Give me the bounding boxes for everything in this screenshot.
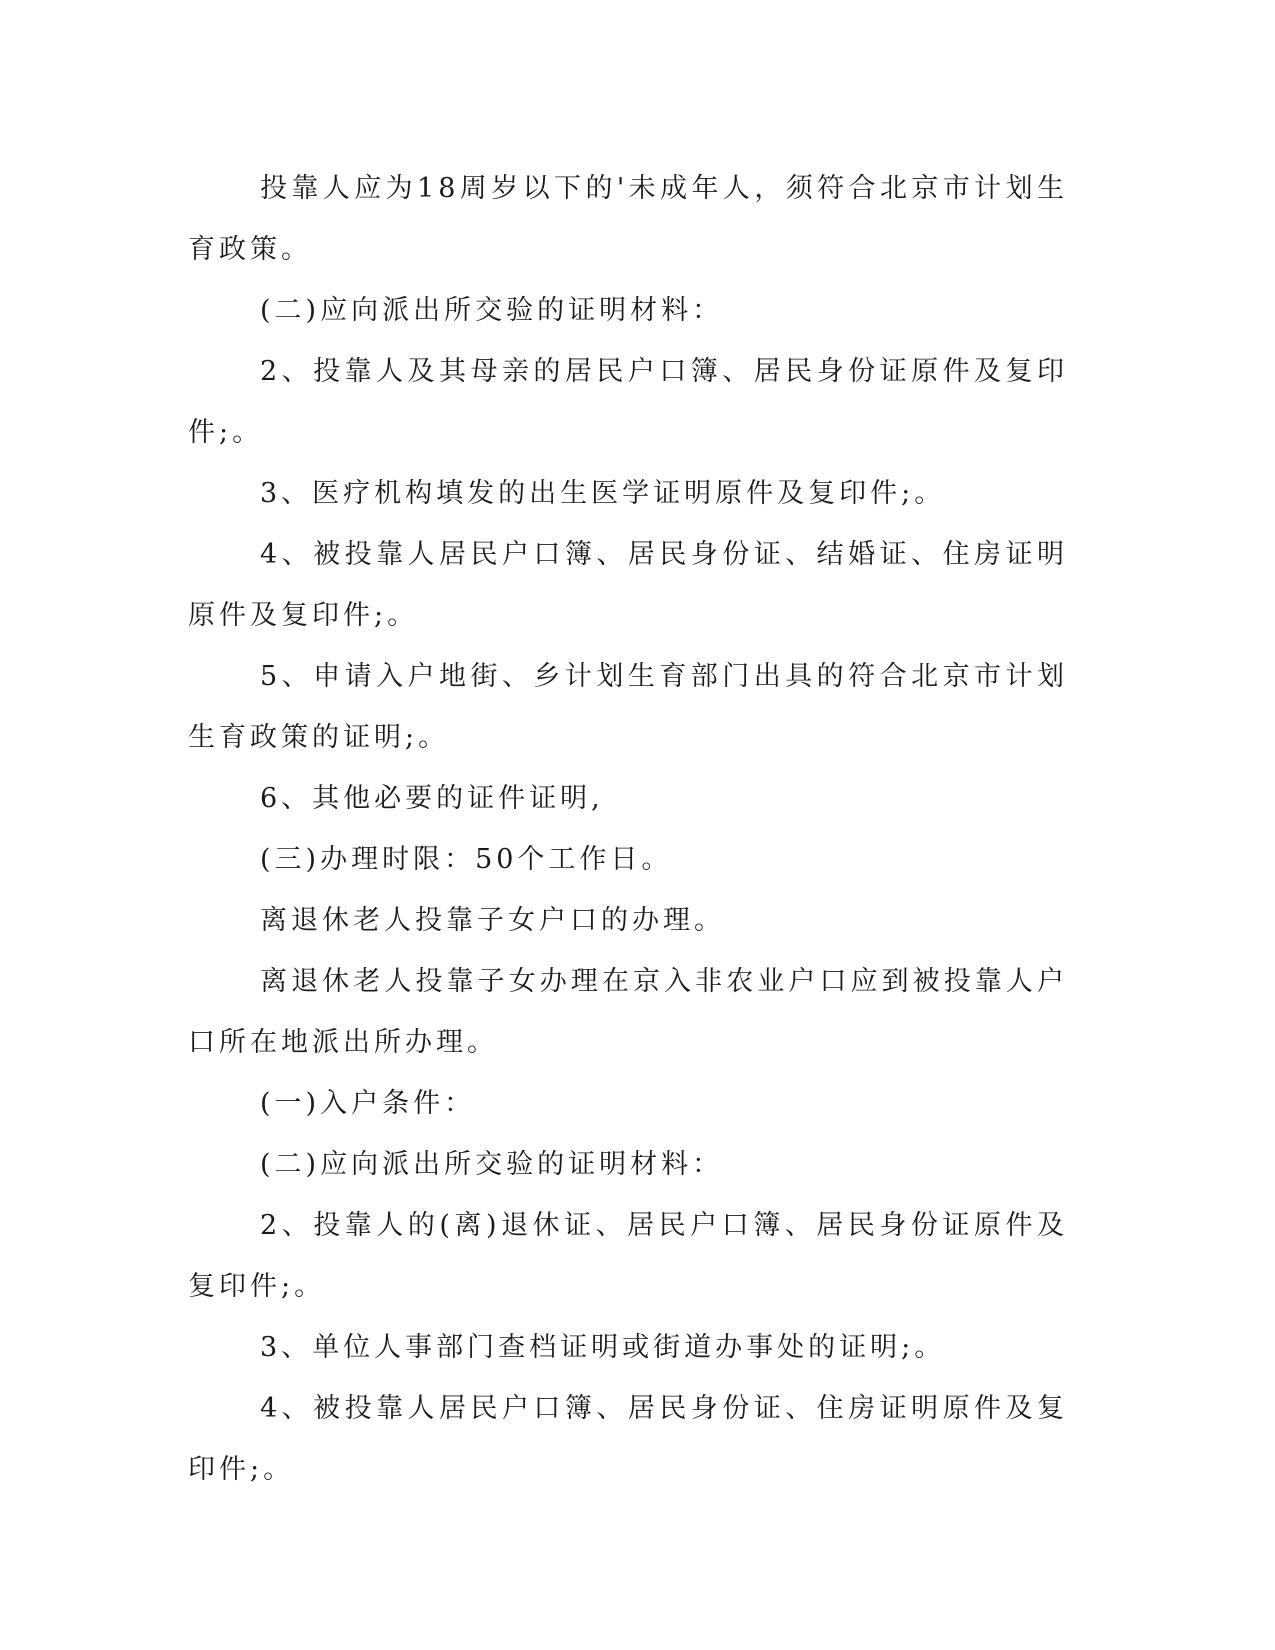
- paragraph: 4、被投靠人居民户口簿、居民身份证、住房证明原件及复印件;。: [188, 1393, 1068, 1485]
- paragraph: 2、投靠人的(离)退休证、居民户口簿、居民身份证原件及复印件;。: [188, 1210, 1068, 1302]
- paragraph: 2、投靠人及其母亲的居民户口簿、居民身份证原件及复印件;。: [188, 356, 1068, 448]
- paragraph: (二)应向派出所交验的证明材料：: [260, 295, 724, 326]
- paragraph: 投靠人应为18周岁以下的'未成年人，须符合北京市计划生育政策。: [188, 173, 1068, 265]
- paragraph: 3、医疗机构填发的出生医学证明原件及复印件;。: [260, 478, 946, 509]
- document-body: [188, 158, 1068, 1500]
- paragraph: (一)入户条件：: [260, 1088, 476, 1119]
- paragraph: (三)办理时限：50个工作日。: [260, 844, 673, 875]
- paragraph: 离退休老人投靠子女办理在京入非农业户口应到被投靠人户口所在地派出所办理。: [188, 966, 1068, 1058]
- paragraph: 5、申请入户地街、乡计划生育部门出具的符合北京市计划生育政策的证明;。: [188, 661, 1068, 753]
- paragraph: 3、单位人事部门查档证明或街道办事处的证明;。: [260, 1332, 946, 1363]
- paragraph: 6、其他必要的证件证明,: [260, 783, 604, 814]
- paragraph: 离退休老人投靠子女户口的办理。: [260, 905, 725, 936]
- paragraph: 4、被投靠人居民户口簿、居民身份证、结婚证、住房证明原件及复印件;。: [188, 539, 1068, 631]
- paragraph: (二)应向派出所交验的证明材料：: [260, 1149, 724, 1180]
